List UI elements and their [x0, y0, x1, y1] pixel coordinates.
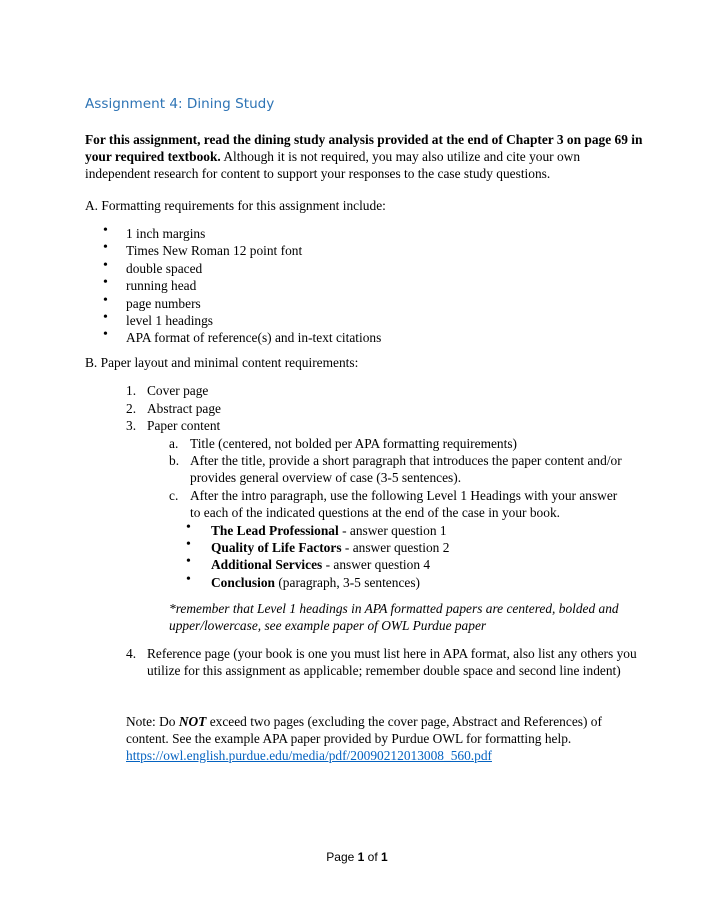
- section-b-heading: B. Paper layout and minimal content requirements:: [85, 355, 359, 370]
- bullet-icon: •: [103, 240, 108, 255]
- bullet-icon: •: [186, 554, 191, 569]
- purdue-owl-link[interactable]: https://owl.english.purdue.edu/media/pdf/20090212013008_560.pdf: [126, 748, 492, 763]
- note-emphasis: NOT: [178, 714, 207, 729]
- document-page: Assignment 4: Dining Study For this assignment, read the dining study analysis provided at the end of Chapter 3 on page 69 in your required textbook. Although it is not required, you may also utilize and cite your own independent research for content to support your responses to the case study questions. A. Formatting requirements for this assignment include: • 1 inch margins • Times New Roman 12 point font • double spaced • running head • page numbers • level 1 headings • APA format of reference(s) and in-text citations B. Paper layout and minimal content requirements: 1. Cover page 2. Abstract page 3. Paper content a. Title (centered, not bolded per APA formatting requirements) b. After the title, provide a short paragraph that introduces the paper content and/or provides general overview of case (3-5 sentences). c. After the intro paragraph, use the following Level 1 Headings with your answer to each of the indicated questions at the end of the case in your book. • The Lead Professional - answer question 1 • Quality of Life Factors - answer question 2 • Additional Services - answer question 4 • Conclusion (paragraph, 3-5 sentences) *remember that Level 1 headings in APA formatted papers are centered, bolded and upper/lowercase, see example paper of OWL Purdue paper 4. Reference page (your book is one you must list here in APA format, also list any others you utilize for this assignment as applicable; remember double space and second line indent) Note: Do NOT exceed two pages (excluding the cover page, Abstract and References) of content. See the example APA paper provided by Purdue OWL for formatting help. https://owl.english.purdue.edu/media/pdf/20090212013008_560.pdf Page 1 of 1: [0, 0, 714, 918]
- bullet-icon: •: [103, 310, 108, 325]
- bullet-icon: •: [186, 572, 191, 587]
- bullet-icon: •: [186, 520, 191, 535]
- remember-note: *remember that Level 1 headings in APA formatted papers are centered, bolded and upper/lowercase, see example paper of OWL Purdue paper: [169, 601, 619, 633]
- bullet-icon: •: [103, 275, 108, 290]
- page-title: Assignment 4: Dining Study: [85, 96, 275, 112]
- bullet-icon: •: [103, 223, 108, 238]
- current-page-number: 1: [357, 850, 365, 864]
- bullet-icon: •: [103, 327, 108, 342]
- bullet-icon: •: [103, 293, 108, 308]
- bullet-icon: •: [186, 537, 191, 552]
- intro-paragraph: [85, 131, 645, 182]
- note-paragraph: Note: Do NOT exceed two pages (excluding the cover page, Abstract and References) of content. See the example APA paper provided by Purdue OWL for formatting help. https://owl.english.purdue.edu/media/pdf/20090212013008_560.pdf: [126, 714, 602, 763]
- intro-bold: For this assignment, read the dining study analysis provided at the end of Chapter 3 on page 69 in your required textbook.: [85, 132, 643, 164]
- total-page-count: 1: [381, 850, 388, 864]
- intro-rest: Although it is not required, you may also utilize and cite your own independent research for content to support your responses to the case study questions.: [85, 149, 581, 181]
- section-a-heading: A. Formatting requirements for this assignment include:: [85, 198, 386, 213]
- page-footer: Page 1 of 1: [326, 850, 388, 864]
- bullet-icon: •: [103, 258, 108, 273]
